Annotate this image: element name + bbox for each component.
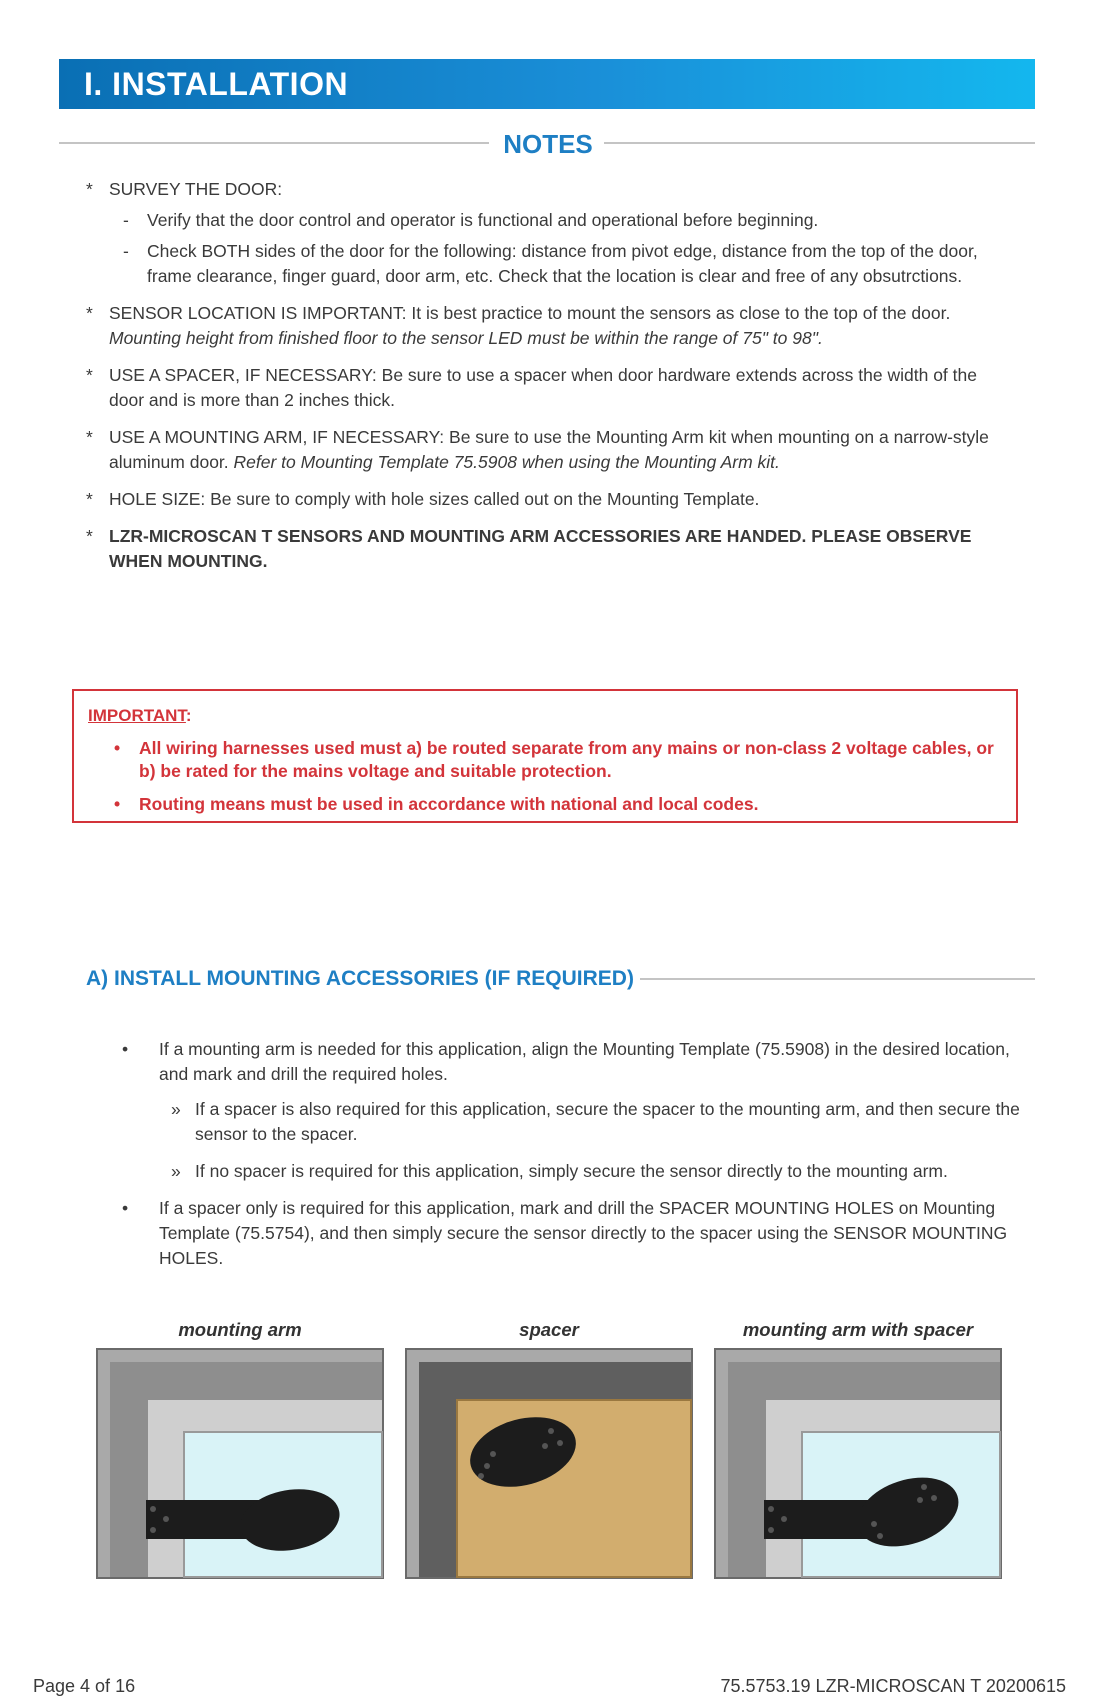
- section-title: I. INSTALLATION: [84, 66, 349, 102]
- install-steps: [122, 1037, 1022, 1281]
- install-step: • If a mounting arm is needed for this application, align the Mounting Template (75.5908) in the desired location, and mark and drill the required holes.: [122, 1039, 1010, 1084]
- page-number: Page 4 of 16: [33, 1676, 136, 1696]
- note-mounting-arm: * USE A MOUNTING ARM, IF NECESSARY: Be sure to use the Mounting Arm kit when mounting on a narrow-style aluminum door. Refer to Mounting Template 75.5908 when using the Mounting Arm kit.: [86, 427, 989, 472]
- notes-list: [86, 177, 1016, 586]
- section-banner: [59, 59, 1035, 109]
- note-hole-size: * HOLE SIZE: Be sure to comply with hole sizes called out on the Mounting Template.: [86, 489, 760, 509]
- caption-spacer: spacer: [519, 1319, 579, 1340]
- section-a-title: A) INSTALL MOUNTING ACCESSORIES (IF REQUIRED): [86, 967, 634, 990]
- note-spacer: * USE A SPACER, IF NECESSARY: Be sure to use a spacer when door hardware extends across the width of the door and is more than 2 inches thick.: [86, 365, 977, 410]
- important-label: IMPORTANT:: [88, 706, 192, 725]
- sensor-height-range: Mounting height from finished floor to the sensor LED must be within the range of 75" to 98".: [109, 328, 823, 348]
- important-item: • Routing means must be used in accordance with national and local codes.: [114, 794, 759, 814]
- important-warning-box: [72, 689, 1018, 823]
- note-sensor-location: * SENSOR LOCATION IS IMPORTANT: It is best practice to mount the sensors as close to the top of the door. Mounting height from finished floor to the sensor LED must be within the range of 75" to 98".: [86, 303, 951, 348]
- install-substep: » If no spacer is required for this application, simply secure the sensor directly to the mounting arm.: [171, 1161, 948, 1181]
- survey-label: SURVEY THE DOOR:: [109, 179, 283, 199]
- caption-mounting-arm: mounting arm: [178, 1319, 302, 1340]
- survey-item: - Check BOTH sides of the door for the following: distance from pivot edge, distance from the top of the door, frame clearance, finger guard, door arm, etc. Check that the location is clear and free of any obsutrctions.: [123, 241, 978, 286]
- figure-mounting-arm-with-spacer: [714, 1348, 1002, 1579]
- figure-spacer: [405, 1348, 693, 1579]
- notes-title: NOTES: [503, 129, 593, 159]
- section-a-rule: [640, 978, 1035, 980]
- figure-mounting-arm: [96, 1348, 384, 1579]
- caption-mounting-arm-with-spacer: mounting arm with spacer: [742, 1319, 974, 1340]
- note-handed: * LZR-MICROSCAN T SENSORS AND MOUNTING ARM ACCESSORIES ARE HANDED. PLEASE OBSERVE WHEN MOUNTING.: [86, 526, 972, 571]
- document-id: 75.5753.19 LZR-MICROSCAN T 20200615: [720, 1676, 1066, 1696]
- install-substep: » If a spacer is also required for this application, secure the spacer to the mounting arm, and then secure the sensor to the spacer.: [171, 1099, 1020, 1144]
- note-survey: * SURVEY THE DOOR: - Verify that the door control and operator is functional and operational before beginning. - Check BOTH sides of the door for the following: distance from pivot edge, distance from the top of the door, frame clearance, finger guard, door arm, etc. Check that the location is clear and free of any obsutrctions.: [86, 177, 1016, 289]
- survey-item: - Verify that the door control and operator is functional and operational before beginning.: [123, 210, 819, 230]
- install-step: • If a spacer only is required for this application, mark and drill the SPACER MOUNTING HOLES on Mounting Template (75.5754), and then simply secure the sensor directly to the spacer using the SENSOR MOUNTING HOLES.: [122, 1198, 1008, 1268]
- important-item: • All wiring harnesses used must a) be routed separate from any mains or non-class 2 voltage cables, or b) be rated for the mains voltage and suitable protection.: [114, 738, 994, 781]
- mounting-arm-template-ref: Refer to Mounting Template 75.5908 when using the Mounting Arm kit.: [233, 452, 780, 472]
- notes-rule-right: [604, 142, 1035, 144]
- notes-rule-left: [59, 142, 489, 144]
- important-list: [114, 737, 994, 826]
